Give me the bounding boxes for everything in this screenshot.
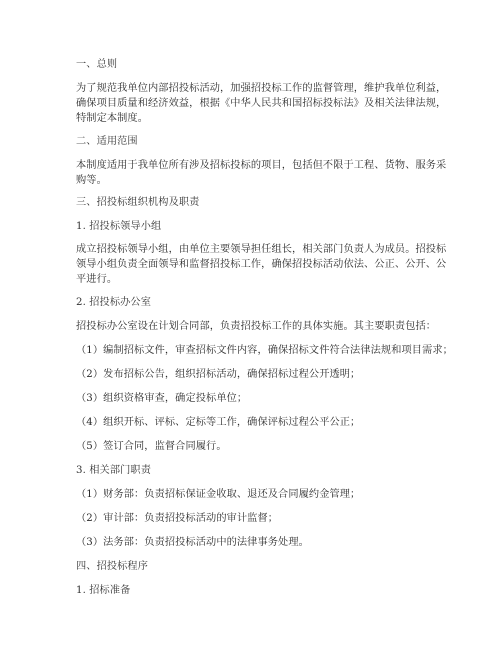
- paragraph-line: 招投标办公室设在计划合同部，负责招投标工作的具体实施。其主要职责包括：: [76, 321, 437, 332]
- paragraph-line: 本制度适用于我单位所有涉及招标投标的项目，包括但不限于工程、货物、服务采: [76, 160, 447, 171]
- list-item: （5）签订合同，监督合同履行。: [76, 441, 227, 452]
- list-item: （1）财务部：负责招标保证金收取、退还及合同履约金管理；: [76, 489, 361, 500]
- paragraph-line: 确保项目质量和经济效益，根据《中华人民共和国招标投标法》及相关法律法规，: [76, 98, 447, 109]
- paragraph-line: 为了规范我单位内部招投标活动，加强招投标工作的监督管理，维护我单位利益，: [76, 83, 447, 94]
- list-item: （3）法务部：负责招投标活动中的法律事务处理。: [76, 537, 309, 548]
- section-heading-scope: 二、适用范围: [76, 136, 138, 147]
- section-heading-organization: 三、招投标组织机构及职责: [76, 197, 200, 208]
- list-item: （3）组织资格审查，确定投标单位；: [76, 393, 248, 404]
- subheading-department-duties: 3. 相关部门职责: [76, 465, 151, 476]
- section-heading-general: 一、总则: [76, 59, 118, 70]
- paragraph-line: 领导小组负责全面领导和监督招投标工作，确保招投标活动依法、公正、公开、公: [76, 259, 447, 270]
- paragraph-line: 平进行。: [76, 274, 118, 285]
- subheading-bidding-office: 2. 招投标办公室: [76, 297, 151, 308]
- subheading-bid-preparation: 1. 招标准备: [76, 585, 131, 596]
- subheading-leadership-group: 1. 招投标领导小组: [76, 221, 162, 232]
- list-item: （2）发布招标公告，组织招标活动，确保招标过程公开透明；: [76, 369, 361, 380]
- paragraph-line: 特制定本制度。: [76, 113, 149, 124]
- list-item: （1）编制招标文件，审查招标文件内容，确保招标文件符合法律法规和项目需求；: [76, 345, 453, 356]
- paragraph-line: 成立招投标领导小组，由单位主要领导担任组长，相关部门负责人为成员。招投标: [76, 244, 447, 255]
- section-heading-procedure: 四、招投标程序: [76, 561, 149, 572]
- list-item: （2）审计部：负责招投标活动的审计监督；: [76, 513, 279, 524]
- list-item: （4）组织开标、评标、定标等工作，确保评标过程公平公正；: [76, 417, 361, 428]
- paragraph-line: 购等。: [76, 175, 107, 186]
